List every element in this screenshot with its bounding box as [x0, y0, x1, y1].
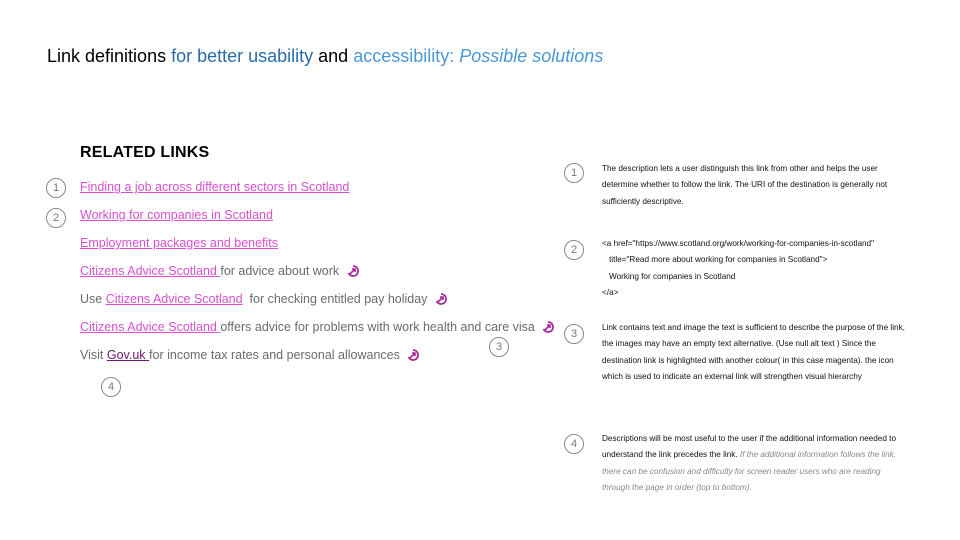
code-line: </a> — [602, 287, 619, 297]
link-citizens-advice-holiday[interactable]: Citizens Advice Scotland — [105, 292, 243, 306]
code-line: title="Read more about working for companies in Scotland"> — [609, 255, 828, 265]
description-3: Link contains text and image the text is sufficient to describe the purpose of the link, the images may have an empty text alternative. (Use null alt text ) Since the destination link is highlighted with another colour( in this case magenta). the icon which is used to indicate an external link will strengthen visual hierarchy — [602, 323, 905, 381]
link-finding-a-job[interactable]: Finding a job across different sectors in Scotland — [80, 180, 350, 194]
external-link-icon — [435, 293, 447, 305]
desc-marker-3: 3 — [564, 324, 584, 344]
code-line: Working for companies in Scotland — [609, 271, 736, 281]
title-part-and: and — [313, 46, 354, 66]
code-line: <a href="https://www.scotland.org/work/working-for-companies-in-scotland" — [602, 239, 875, 248]
related-link-row — [80, 264, 359, 278]
desc-marker-1: 1 — [564, 163, 584, 183]
title-part-usability: for better usability — [171, 46, 314, 66]
link-employment-packages[interactable]: Employment packages and benefits — [80, 236, 279, 250]
related-link-row — [80, 208, 273, 222]
link-row-text: for checking entitled pay holiday — [242, 292, 428, 306]
link-row-text: for advice about work — [220, 264, 340, 278]
related-link-row — [80, 320, 554, 334]
link-working-for-companies[interactable]: Working for companies in Scotland — [80, 208, 273, 222]
related-link-row — [80, 236, 278, 250]
link-citizens-advice-work[interactable]: Citizens Advice Scotland — [80, 264, 221, 278]
title-part-plain: Link definitions — [47, 46, 172, 66]
title-part-solutions: Possible solutions — [454, 46, 604, 66]
title-part-accessibility: accessibility: — [353, 46, 455, 66]
related-link-row — [80, 180, 349, 194]
related-link-row — [80, 292, 447, 306]
page-title — [47, 46, 603, 67]
related-links-heading: RELATED LINKS — [80, 144, 210, 161]
link-row-text: offers advice for problems with work health and care visa — [220, 320, 535, 334]
link-row-prefix: Use — [80, 292, 106, 306]
description-2-code — [602, 236, 907, 301]
marker-1: 1 — [46, 178, 66, 198]
desc-marker-2: 2 — [564, 240, 584, 260]
marker-4: 4 — [101, 377, 121, 397]
link-row-prefix: Visit — [80, 348, 107, 362]
description-4 — [602, 431, 907, 496]
marker-2: 2 — [46, 208, 66, 228]
external-link-icon — [407, 349, 419, 361]
marker-3: 3 — [489, 337, 509, 357]
description-4-main: Descriptions will be most useful to the user if the additional information needed to understand the link precedes the link. — [602, 434, 897, 460]
link-citizens-advice-health[interactable]: Citizens Advice Scotland — [80, 320, 221, 334]
description-4-italic: If the additional information follows the link, there can be confusion and difficulty for screen reader users who are reading through the page in order (top to bottom). — [602, 450, 897, 492]
external-link-icon — [347, 265, 359, 277]
related-link-row — [80, 348, 419, 362]
desc-marker-4: 4 — [564, 434, 584, 454]
link-row-text: for income tax rates and personal allowances — [149, 348, 400, 362]
link-gov-uk[interactable]: Gov.uk — [106, 348, 150, 362]
description-1: The description lets a user distinguish this link from other and helps the user determine whether to follow the link. The URI of the destination is generally not sufficiently descriptive. — [602, 164, 888, 206]
external-link-icon — [542, 321, 554, 333]
